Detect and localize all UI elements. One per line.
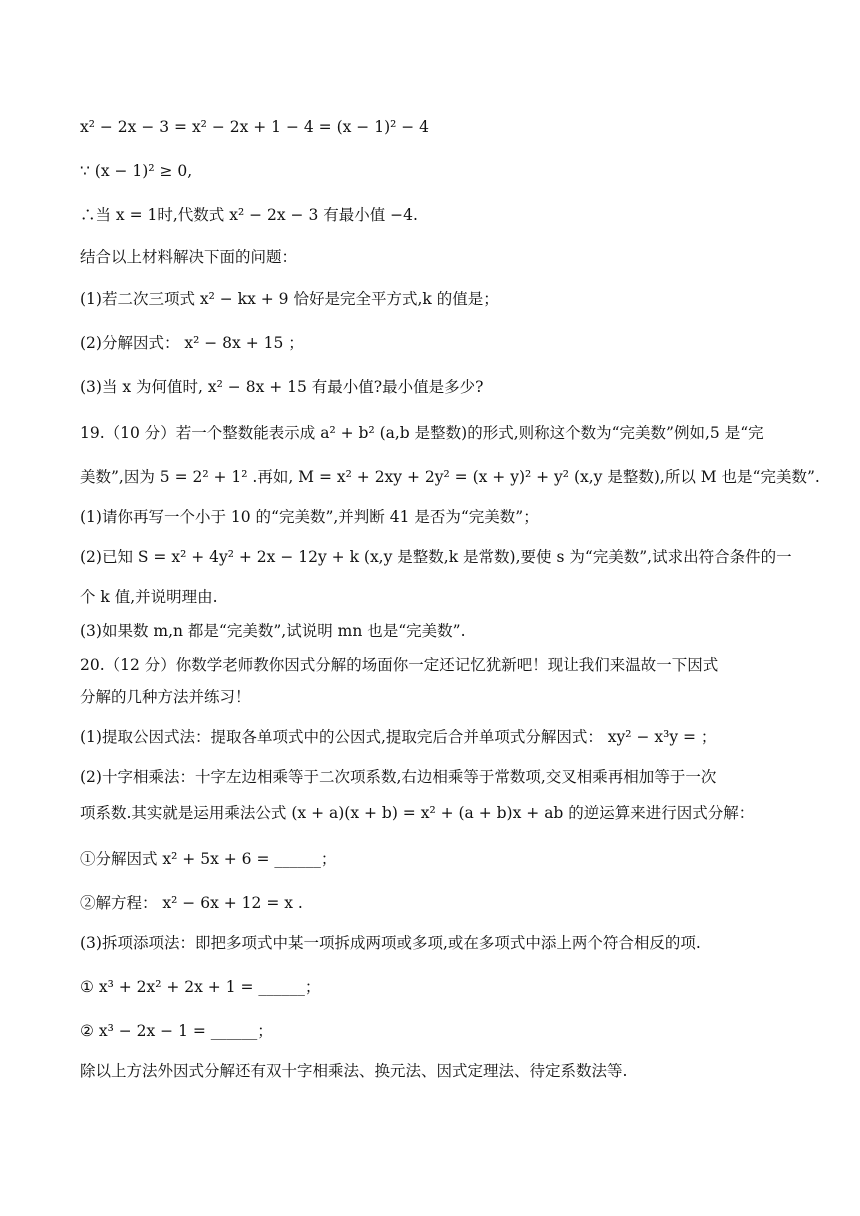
q20-part2-item2: ②解方程： x² − 6x + 12 = x . — [80, 894, 303, 912]
q20-part3-item1: ① x³ + 2x² + 2x + 1 = ______； — [80, 978, 321, 996]
closing-remark: 除以上方法外因式分解还有双十字相乘法、换元法、因式定理法、待定系数法等. — [80, 1062, 628, 1080]
q18-part3: (3)当 x 为何值时, x² − 8x + 15 有最小值?最小值是多少? — [80, 378, 484, 396]
q20-part2-line2: 项系数.其实就是运用乘法公式 (x + a)(x + b) = x² + (a + b)x + ab 的逆运算来进行因式分解： — [80, 804, 755, 822]
instruction-text: 结合以上材料解决下面的问题： — [80, 248, 298, 266]
q19-part1: (1)请你再写一个小于 10 的“完美数”,并判断 41 是否为“完美数”； — [80, 508, 539, 526]
q18-part1: (1)若二次三项式 x² − kx + 9 恰好是完全平方式,k 的值是； — [80, 290, 499, 308]
q19-intro-line1: 19.（10 分）若一个整数能表示成 a² + b² (a,b 是整数)的形式,则称这个数为“完美数”例如,5 是“完 — [80, 424, 764, 442]
because-statement: ∵ (x − 1)² ≥ 0, — [80, 162, 193, 180]
q20-part3-item2: ② x³ − 2x − 1 = ______； — [80, 1022, 273, 1040]
q20-part3: (3)拆项添项法：即把多项式中某一项拆成两项或多项,或在多项式中添上两个符合相反的项. — [80, 934, 701, 952]
q20-part2-line1: (2)十字相乘法：十字左边相乘等于二次项系数,右边相乘等于常数项,交叉相乘再相加等于一次 — [80, 768, 717, 786]
equation-completing-square: x² − 2x − 3 = x² − 2x + 1 − 4 = (x − 1)² − 4 — [80, 118, 430, 136]
q18-part2: (2)分解因式： x² − 8x + 15 ； — [80, 334, 304, 352]
q20-intro-line2: 分解的几种方法并练习！ — [80, 688, 251, 706]
q20-part2-item1: ①分解因式 x² + 5x + 6 = ______； — [80, 850, 337, 868]
q20-part1: (1)提取公因式法：提取各单项式中的公因式,提取完后合并单项式分解因式： xy² − x³y = ； — [80, 728, 717, 746]
q20-intro-line1: 20.（12 分）你数学老师教你因式分解的场面你一定还记忆犹新吧！现让我们来温故一下因式 — [80, 656, 719, 674]
q19-part2-line2: 个 k 值,并说明理由. — [80, 588, 218, 606]
therefore-statement: ∴当 x = 1时,代数式 x² − 2x − 3 有最小值 −4. — [80, 206, 418, 224]
q19-part2-line1: (2)已知 S = x² + 4y² + 2x − 12y + k (x,y 是整数,k 是常数),要使 s 为“完美数”,试求出符合条件的一 — [80, 548, 792, 566]
q19-part3: (3)如果数 m,n 都是“完美数”,试说明 mn 也是“完美数”. — [80, 622, 466, 640]
q19-intro-line2: 美数”,因为 5 = 2² + 1² .再如, M = x² + 2xy + 2y² = (x + y)² + y² (x,y 是整数),所以 M 也是“完美数”. — [80, 468, 820, 486]
